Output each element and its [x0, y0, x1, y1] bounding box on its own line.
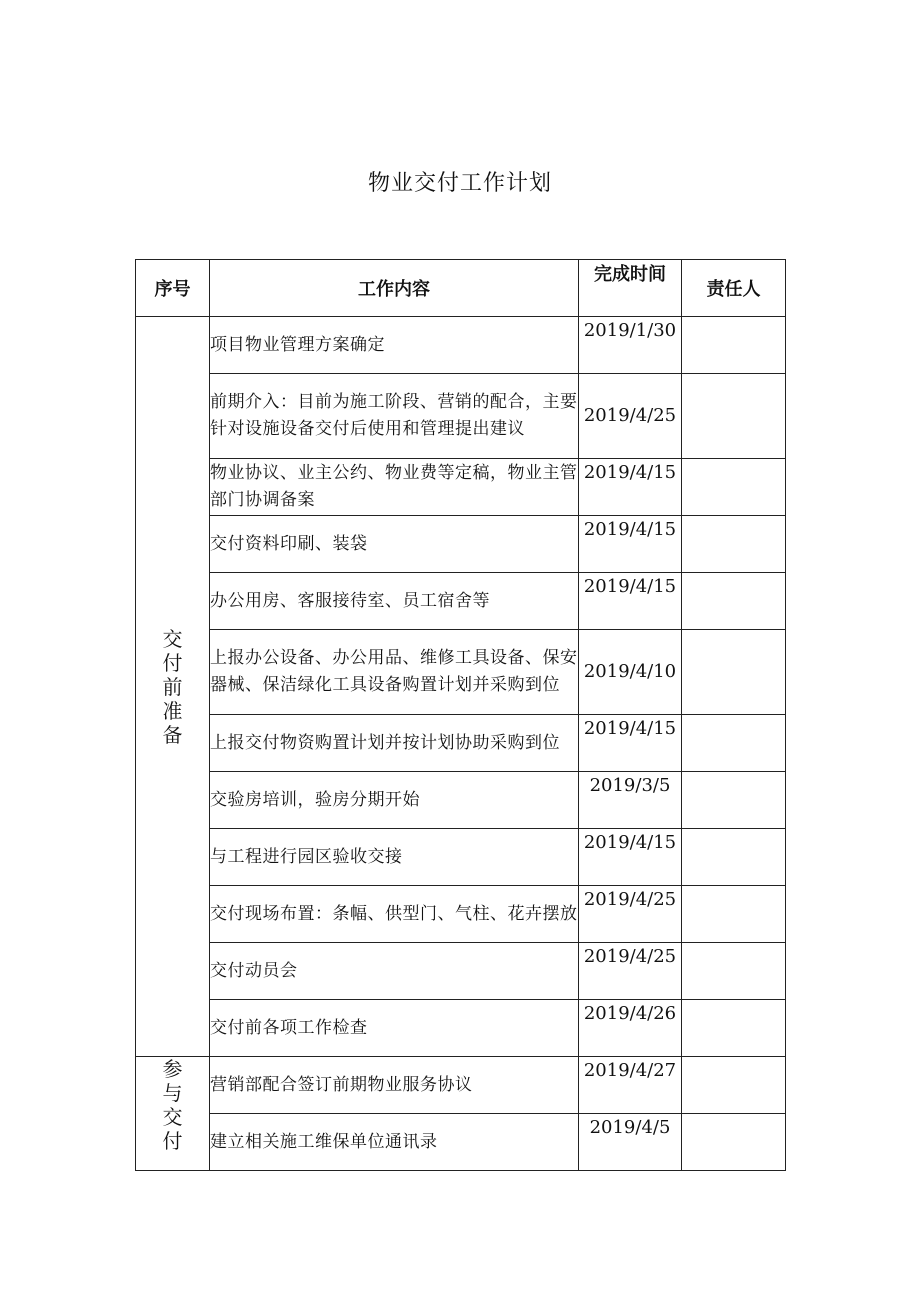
table-row [136, 459, 786, 516]
row-person [682, 573, 786, 630]
row-person [682, 715, 786, 772]
row-date: 2019/4/26 [579, 1000, 682, 1057]
row-person [682, 829, 786, 886]
row-content: 交付动员会 [210, 943, 579, 1000]
row-person [682, 1114, 786, 1171]
row-person [682, 1057, 786, 1114]
row-date: 2019/4/15 [579, 829, 682, 886]
page-title: 物业交付工作计划 [367, 171, 552, 196]
table-row [136, 317, 786, 374]
table-row [136, 374, 786, 459]
row-date: 2019/4/5 [579, 1114, 682, 1171]
header-seq: 序号 [136, 260, 210, 317]
row-person [682, 772, 786, 829]
table-row [136, 516, 786, 573]
row-date: 2019/4/15 [579, 573, 682, 630]
row-content: 上报交付物资购置计划并按计划协助采购到位 [210, 715, 579, 772]
table-row [136, 630, 786, 715]
table-row [136, 715, 786, 772]
row-date: 2019/3/5 [579, 772, 682, 829]
row-content: 办公用房、客服接待室、员工宿舍等 [210, 573, 579, 630]
row-person [682, 1000, 786, 1057]
header-content: 工作内容 [210, 260, 579, 317]
row-person [682, 943, 786, 1000]
table-row [136, 1000, 786, 1057]
table-row [136, 772, 786, 829]
row-content: 建立相关施工维保单位通讯录 [210, 1114, 579, 1171]
row-person [682, 516, 786, 573]
row-content: 物业协议、业主公约、物业费等定稿，物业主管部门协调备案 [210, 459, 579, 516]
row-content: 营销部配合签订前期物业服务协议 [210, 1057, 579, 1114]
table-row [136, 573, 786, 630]
header-person: 责任人 [682, 260, 786, 317]
row-date: 2019/4/27 [579, 1057, 682, 1114]
table-row [136, 886, 786, 943]
row-person [682, 317, 786, 374]
row-person [682, 459, 786, 516]
table-row [136, 829, 786, 886]
section-label [136, 317, 210, 1057]
table-header-row [136, 260, 786, 317]
work-plan-table [135, 259, 786, 1171]
row-content: 前期介入：目前为施工阶段、营销的配合，主要针对设施设备交付后使用和管理提出建议 [210, 374, 579, 459]
row-content: 与工程进行园区验收交接 [210, 829, 579, 886]
section-label-text: 交付前准备 [162, 626, 183, 747]
section-label-text: 参与交付 [162, 1057, 183, 1153]
header-time: 完成时间 [579, 260, 682, 317]
row-date: 2019/4/15 [579, 516, 682, 573]
row-person [682, 886, 786, 943]
table-body [136, 317, 786, 1171]
row-date: 2019/4/25 [579, 374, 682, 459]
row-content: 交付前各项工作检查 [210, 1000, 579, 1057]
row-date: 2019/4/25 [579, 943, 682, 1000]
row-content: 上报办公设备、办公用品、维修工具设备、保安器械、保洁绿化工具设备购置计划并采购到位 [210, 630, 579, 715]
table-row [136, 1057, 786, 1114]
row-date: 2019/1/30 [579, 317, 682, 374]
table-row [136, 943, 786, 1000]
row-date: 2019/4/10 [579, 630, 682, 715]
row-content: 项目物业管理方案确定 [210, 317, 579, 374]
table-row [136, 1114, 786, 1171]
section-label [136, 1057, 210, 1171]
row-person [682, 374, 786, 459]
row-date: 2019/4/25 [579, 886, 682, 943]
row-date: 2019/4/15 [579, 459, 682, 516]
row-content: 交付现场布置：条幅、供型门、气柱、花卉摆放 [210, 886, 579, 943]
row-content: 交付资料印刷、装袋 [210, 516, 579, 573]
row-date: 2019/4/15 [579, 715, 682, 772]
row-person [682, 630, 786, 715]
row-content: 交验房培训，验房分期开始 [210, 772, 579, 829]
